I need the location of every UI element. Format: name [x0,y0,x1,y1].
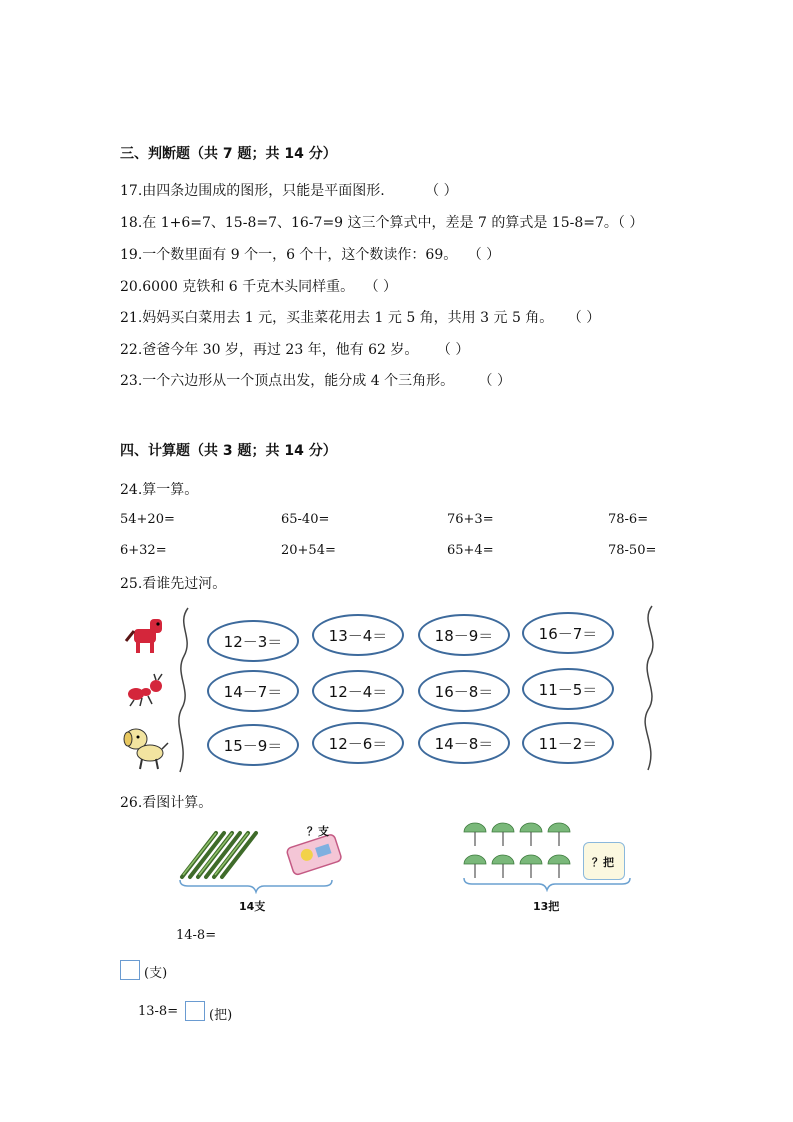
calc-item: 78-6= [608,512,649,527]
calc-item: 65-40= [281,512,330,527]
question-18 [120,212,643,232]
equation-ellipse: 13－4＝ [312,614,404,656]
equation-ellipse: 12－4＝ [312,670,404,712]
unknown-umbrellas-box [583,842,625,880]
left-total-label: 14支 [239,900,266,913]
question-text: 18.在 1+6=7、15-8=7、16-7=9 这三个算式中，差是 7 的算式是 15-8=7。 [120,215,618,231]
section-3-title: 三、判断题（共 7 题；共 14 分） [120,146,337,162]
brace-icon [462,876,632,892]
question-25-title: 25.看谁先过河。 [120,576,227,592]
dog-icon [122,725,170,771]
equation-ellipse: 12－3＝ [207,620,299,662]
equation-1: 14-8= [176,928,217,943]
answer-bracket[interactable]: （ ） [478,373,511,389]
answer-bracket[interactable]: （ ） [364,279,398,295]
calc-item: 20+54= [281,543,336,558]
question-26-title: 26.看图计算。 [120,795,213,811]
umbrellas-icon [462,818,582,884]
equation-ellipse: 16－7＝ [522,612,614,654]
equation-ellipse: 11－2＝ [522,722,614,764]
section-4-title: 四、计算题（共 3 题；共 14 分） [120,443,337,459]
question-21 [120,307,600,327]
unit-2: (把) [209,1008,233,1023]
calc-item: 6+32= [120,543,167,558]
equation-ellipse: 15－9＝ [207,724,299,766]
question-text: 17.由四条边围成的图形，只能是平面图形. [120,183,385,199]
pencil-case-icon [286,834,342,876]
equation-ellipse: 14－8＝ [418,722,510,764]
equation-2: 13-8= [138,1004,179,1019]
calc-item: 65+4= [447,543,494,558]
calc-item: 76+3= [447,512,494,527]
answer-box-2[interactable] [185,1001,205,1021]
question-text: 23.一个六边形从一个顶点出发，能分成 4 个三角形。 [120,373,455,389]
horse-icon [124,615,168,657]
answer-bracket[interactable]: （ ） [567,310,601,326]
left-question-label: ？支 [307,825,329,838]
equation-ellipse: 11－5＝ [522,668,614,710]
question-text: 20.6000 克铁和 6 千克木头同样重。 [120,279,355,295]
question-24-title: 24.算一算。 [120,482,199,498]
answer-box-1[interactable] [120,960,140,980]
question-17 [120,180,458,200]
equation-ellipse: 16－8＝ [418,670,510,712]
brace-icon [178,878,334,894]
question-text: 22.爸爸今年 30 岁，再过 23 年，他有 62 岁。 [120,342,419,358]
ant-icon [124,672,168,708]
answer-bracket[interactable]: （ ） [425,183,458,199]
question-23 [120,370,511,390]
equation-ellipse: 12－6＝ [312,722,404,764]
calc-item: 54+20= [120,512,175,527]
answer-bracket[interactable]: （ ） [617,215,644,231]
answer-bracket[interactable]: （ ） [436,342,470,358]
equation-ellipse: 14－7＝ [207,670,299,712]
question-22 [120,339,469,359]
question-20 [120,276,397,296]
question-text: 21.妈妈买白菜用去 1 元，买韭菜花用去 1 元 5 角，共用 3 元 5 角。 [120,310,554,326]
right-question-label: ？把 [592,856,614,869]
question-text: 19.一个数里面有 9 个一，6 个十，这个数读作：69。 [120,247,458,263]
right-total-label: 13把 [533,900,560,913]
equation-ellipse: 18－9＝ [418,614,510,656]
calc-item: 78-50= [608,543,657,558]
answer-bracket[interactable]: （ ） [467,247,501,263]
unit-1: (支) [144,966,168,981]
question-19 [120,244,500,264]
